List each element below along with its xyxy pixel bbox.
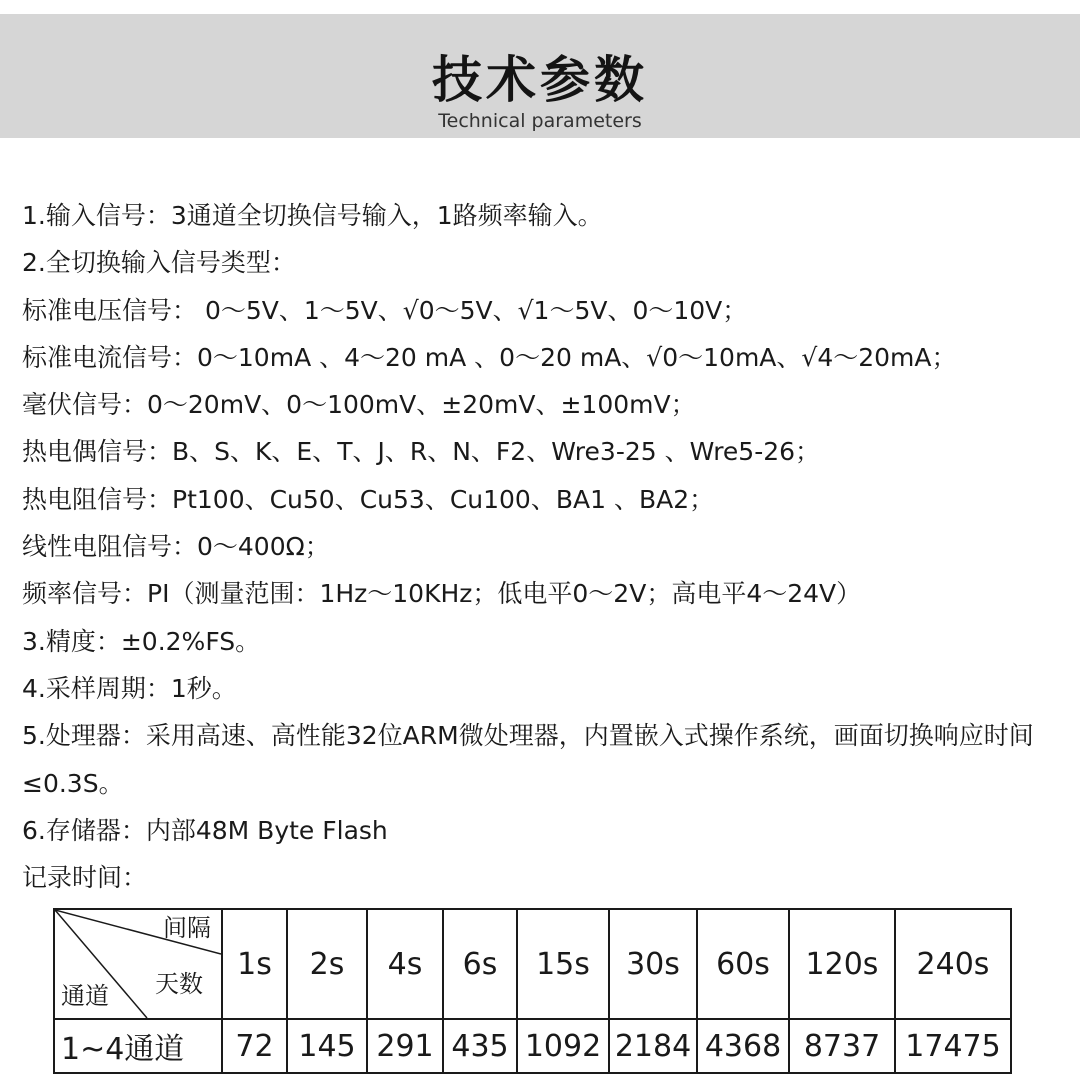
row-label-channels: 1~4通道 (54, 1019, 222, 1073)
days-value: 17475 (895, 1019, 1011, 1073)
days-value: 291 (367, 1019, 443, 1073)
param-voltage: 标准电压信号： 0～5V、1～5V、√0～5V、√1～5V、0～10V； (22, 295, 748, 325)
interval-header: 240s (895, 909, 1011, 1019)
header-banner (0, 14, 1080, 138)
interval-header: 15s (517, 909, 609, 1019)
corner-label-days: 天数 (155, 970, 203, 998)
param-millivolt: 毫伏信号：0～20mV、0～100mV、±20mV、±100mV； (22, 390, 696, 420)
days-value: 72 (222, 1019, 287, 1073)
days-value: 2184 (609, 1019, 697, 1073)
table-header-row (54, 909, 1011, 1019)
param-processor: 5.处理器：采用高速、高性能32位ARM微处理器，内置嵌入式操作系统，画面切换响应时间≤0.3S。 (22, 721, 1034, 798)
days-value: 1092 (517, 1019, 609, 1073)
param-linear-resistance: 线性电阻信号：0～400Ω； (22, 532, 330, 562)
days-value: 8737 (789, 1019, 895, 1073)
param-input-signal: 1.输入信号：3通道全切换信号输入，1路频率输入。 (22, 201, 603, 230)
page-subtitle: Technical parameters (438, 110, 642, 132)
days-value: 435 (443, 1019, 517, 1073)
interval-header: 2s (287, 909, 367, 1019)
param-thermocouple: 热电偶信号：B、S、K、E、T、J、R、N、F2、Wre3-25 、Wre5-26； (22, 437, 821, 467)
param-storage: 6.存储器：内部48M Byte Flash (22, 815, 388, 845)
interval-header: 60s (697, 909, 789, 1019)
param-accuracy: 3.精度：±0.2%FS。 (22, 626, 261, 656)
days-value: 4368 (697, 1019, 789, 1073)
corner-label-channel: 通道 (61, 982, 109, 1010)
param-switch-types: 2.全切换输入信号类型： (22, 248, 296, 278)
interval-header: 120s (789, 909, 895, 1019)
interval-header: 6s (443, 909, 517, 1019)
interval-header: 30s (609, 909, 697, 1019)
record-time-table (53, 908, 1012, 1074)
param-sampling-period: 4.采样周期：1秒。 (22, 673, 237, 703)
parameter-list (22, 192, 1072, 901)
corner-label-interval: 间隔 (163, 914, 211, 942)
param-rtd: 热电阻信号：Pt100、Cu50、Cu53、Cu100、BA1 、BA2； (22, 484, 715, 514)
param-record-time-label: 记录时间： (22, 863, 148, 893)
page-title: 技术参数 (432, 51, 648, 109)
param-frequency: 频率信号：PI（测量范围：1Hz～10KHz；低电平0～2V；高电平4～24V） (22, 579, 862, 609)
table-corner-cell (54, 909, 222, 1019)
interval-header: 4s (367, 909, 443, 1019)
table-row (54, 1019, 1011, 1073)
days-value: 145 (287, 1019, 367, 1073)
param-current: 标准电流信号：0～10mA 、4～20 mA 、0～20 mA、√0～10mA、√4～20mA； (22, 342, 957, 372)
interval-header: 1s (222, 909, 287, 1019)
